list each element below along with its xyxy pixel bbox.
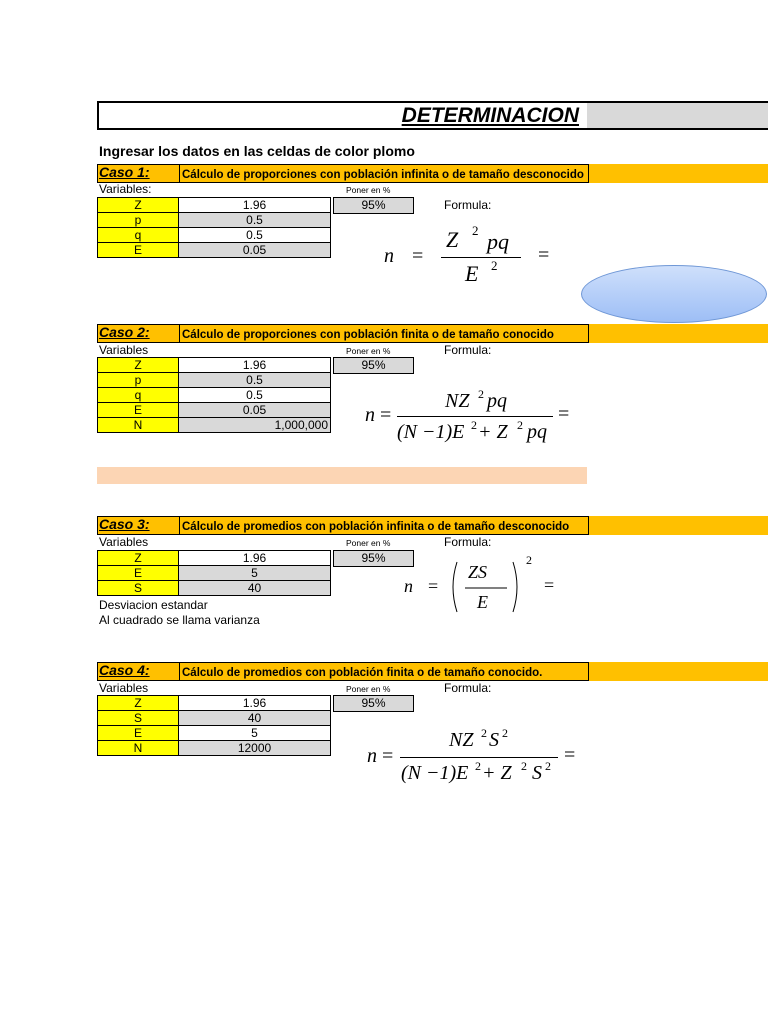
table-row: [98, 726, 331, 741]
formula-1-sup-den: 2: [491, 258, 498, 273]
case-3-description-box: [179, 516, 589, 535]
formula-2-eq-result: =: [558, 403, 570, 425]
formula-1-sup: 2: [472, 223, 479, 238]
var-value-input[interactable]: 5: [179, 566, 331, 581]
formula-4-sup-s: 2: [502, 726, 508, 740]
case-2-description-box: [179, 324, 589, 343]
case-1-poner-label: Poner en %: [346, 185, 391, 195]
case-4-description: Cálculo de promedios con población finita o de tamaño conocido.: [182, 667, 543, 679]
formula-4-s: S: [489, 729, 499, 751]
var-value-input[interactable]: 1.96: [179, 696, 331, 711]
var-name: E: [98, 403, 179, 418]
case-4-poner-label: Poner en %: [346, 684, 391, 694]
formula-4-den-sup-b: 2: [521, 759, 527, 773]
formula-1-n: n: [384, 245, 394, 267]
case-3-header: [97, 516, 768, 535]
table-row: [98, 418, 331, 433]
formula-2-sup: 2: [478, 387, 484, 401]
var-value-input[interactable]: 1.96: [179, 198, 331, 213]
case-4-percent-input[interactable]: 95%: [333, 695, 414, 712]
case-3-description: Cálculo de promedios con población infinita o de tamaño desconocido: [182, 521, 570, 533]
case-4-header: [97, 662, 768, 681]
case-4-label: Caso 4:: [99, 662, 150, 678]
formula-2-den-pq: pq: [527, 421, 547, 443]
var-name: E: [98, 566, 179, 581]
case-3-formula-label: Formula:: [444, 535, 492, 549]
formula-3-n: n: [404, 576, 413, 596]
var-name: S: [98, 711, 179, 726]
case-3-label: Caso 3:: [99, 516, 150, 532]
case-4-variables-label: Variables: [99, 681, 149, 695]
table-row: [98, 198, 331, 213]
instruction-text: Ingresar los datos en las celdas de color plomo: [99, 143, 415, 159]
table-row: [98, 696, 331, 711]
table-row: [98, 551, 331, 566]
table-row: [98, 228, 331, 243]
var-value-input[interactable]: 0.5: [179, 213, 331, 228]
formula-4-eq-result: =: [564, 744, 576, 766]
case-2-poner-label: Poner en %: [346, 346, 391, 356]
formula-4-nz: NZ: [449, 729, 474, 751]
table-row: [98, 388, 331, 403]
table-row: [98, 243, 331, 258]
case-2-variables-label: Variables: [99, 343, 149, 357]
formula-4-den-sup-a: 2: [475, 759, 481, 773]
case-3-variables-label: Variables: [99, 535, 149, 549]
formula-2-pq: pq: [487, 390, 507, 412]
table-row: [98, 373, 331, 388]
table-row: [98, 358, 331, 373]
var-value-input[interactable]: 0.5: [179, 388, 331, 403]
formula-1-z: Z: [446, 227, 459, 252]
var-value-input[interactable]: 0.05: [179, 243, 331, 258]
formula-2-n: n: [365, 404, 375, 426]
formula-1-fraction-bar: [441, 257, 521, 258]
var-name: Z: [98, 358, 179, 373]
case-1-label: Caso 1:: [99, 164, 150, 180]
var-value-input[interactable]: 40: [179, 581, 331, 596]
var-value-input[interactable]: 1,000,000: [179, 418, 331, 433]
formula-1-eq: =: [412, 245, 424, 267]
var-value-input[interactable]: 12000: [179, 741, 331, 756]
formula-1-pq: pq: [487, 229, 509, 254]
var-value-input[interactable]: 40: [179, 711, 331, 726]
table-row: [98, 711, 331, 726]
case-1-variables-table: [97, 197, 331, 258]
formula-1-e: E: [465, 261, 479, 286]
formula-4-eq: =: [382, 745, 394, 767]
formula-3-eq-result: =: [544, 575, 555, 595]
table-row: [98, 213, 331, 228]
var-name: N: [98, 741, 179, 756]
page-title: DETERMINACION: [401, 104, 579, 127]
var-value-input[interactable]: 1.96: [179, 551, 331, 566]
table-row: [98, 581, 331, 596]
var-value-input[interactable]: 1.96: [179, 358, 331, 373]
formula-2-fraction-bar: [397, 416, 553, 417]
formula-1-eq-result: =: [538, 244, 550, 266]
case-3-note-variance: Al cuadrado se llama varianza: [99, 613, 260, 627]
var-name: p: [98, 213, 179, 228]
case-2-header: [97, 324, 768, 343]
case-1-description: Cálculo de proporciones con población infinita o de tamaño desconocido: [182, 169, 584, 181]
formula-3-e: E: [477, 592, 488, 612]
title-extension: [587, 101, 768, 130]
case-2-formula-label: Formula:: [444, 343, 492, 357]
case-1-header: [97, 164, 768, 183]
var-name: q: [98, 388, 179, 403]
case-1-formula-label: Formula:: [444, 198, 492, 212]
case-4-description-box: [179, 662, 589, 681]
case-3-poner-label: Poner en %: [346, 538, 391, 548]
formula-4-den-a: (N −1)E: [401, 762, 469, 784]
formula-4-sup: 2: [481, 726, 487, 740]
formula-3-eq: =: [428, 576, 439, 596]
case-4-variables-table: [97, 695, 331, 756]
formula-2-eq: =: [380, 404, 392, 426]
formula-2-den-b: + Z: [478, 421, 508, 443]
var-name: Z: [98, 551, 179, 566]
case-4-formula-label: Formula:: [444, 681, 492, 695]
formula-2-den-a: (N −1)E: [397, 421, 465, 443]
result-shape: [581, 265, 767, 323]
table-row: [98, 403, 331, 418]
var-value-input[interactable]: 0.5: [179, 373, 331, 388]
formula-4-den-s: S: [532, 762, 542, 784]
formula-4-den-b: + Z: [482, 762, 512, 784]
var-name: Z: [98, 696, 179, 711]
formula-2-den-sup-b: 2: [517, 418, 523, 432]
title-box: [97, 101, 587, 130]
var-name: N: [98, 418, 179, 433]
var-name: p: [98, 373, 179, 388]
var-value-input[interactable]: 5: [179, 726, 331, 741]
formula-3-sup: 2: [526, 553, 532, 567]
var-name: q: [98, 228, 179, 243]
case-3-variables-table: [97, 550, 331, 596]
formula-4-den-sup-s: 2: [545, 759, 551, 773]
case-3-note-std: Desviacion estandar: [99, 598, 208, 612]
var-name: E: [98, 726, 179, 741]
var-value-input[interactable]: 0.5: [179, 228, 331, 243]
highlight-band: [97, 467, 587, 484]
case-1-variables-label: Variables:: [99, 182, 152, 196]
case-2-percent-input[interactable]: 95%: [333, 357, 414, 374]
formula-3-zs: ZS: [468, 562, 488, 582]
formula-4-fraction-bar: [400, 757, 558, 758]
var-name: Z: [98, 198, 179, 213]
case-1-description-box: [179, 164, 589, 183]
var-name: E: [98, 243, 179, 258]
case-3-percent-input[interactable]: 95%: [333, 550, 414, 567]
table-row: [98, 566, 331, 581]
case-2-description: Cálculo de proporciones con población finita o de tamaño conocido: [182, 329, 554, 341]
table-row: [98, 741, 331, 756]
formula-4-n: n: [367, 745, 377, 767]
case-2-variables-table: [97, 357, 331, 433]
case-2-label: Caso 2:: [99, 324, 150, 340]
var-value-input[interactable]: 0.05: [179, 403, 331, 418]
formula-2-nz: NZ: [445, 390, 470, 412]
var-name: S: [98, 581, 179, 596]
formula-2-den-sup-a: 2: [471, 418, 477, 432]
case-1-percent-input[interactable]: 95%: [333, 197, 414, 214]
